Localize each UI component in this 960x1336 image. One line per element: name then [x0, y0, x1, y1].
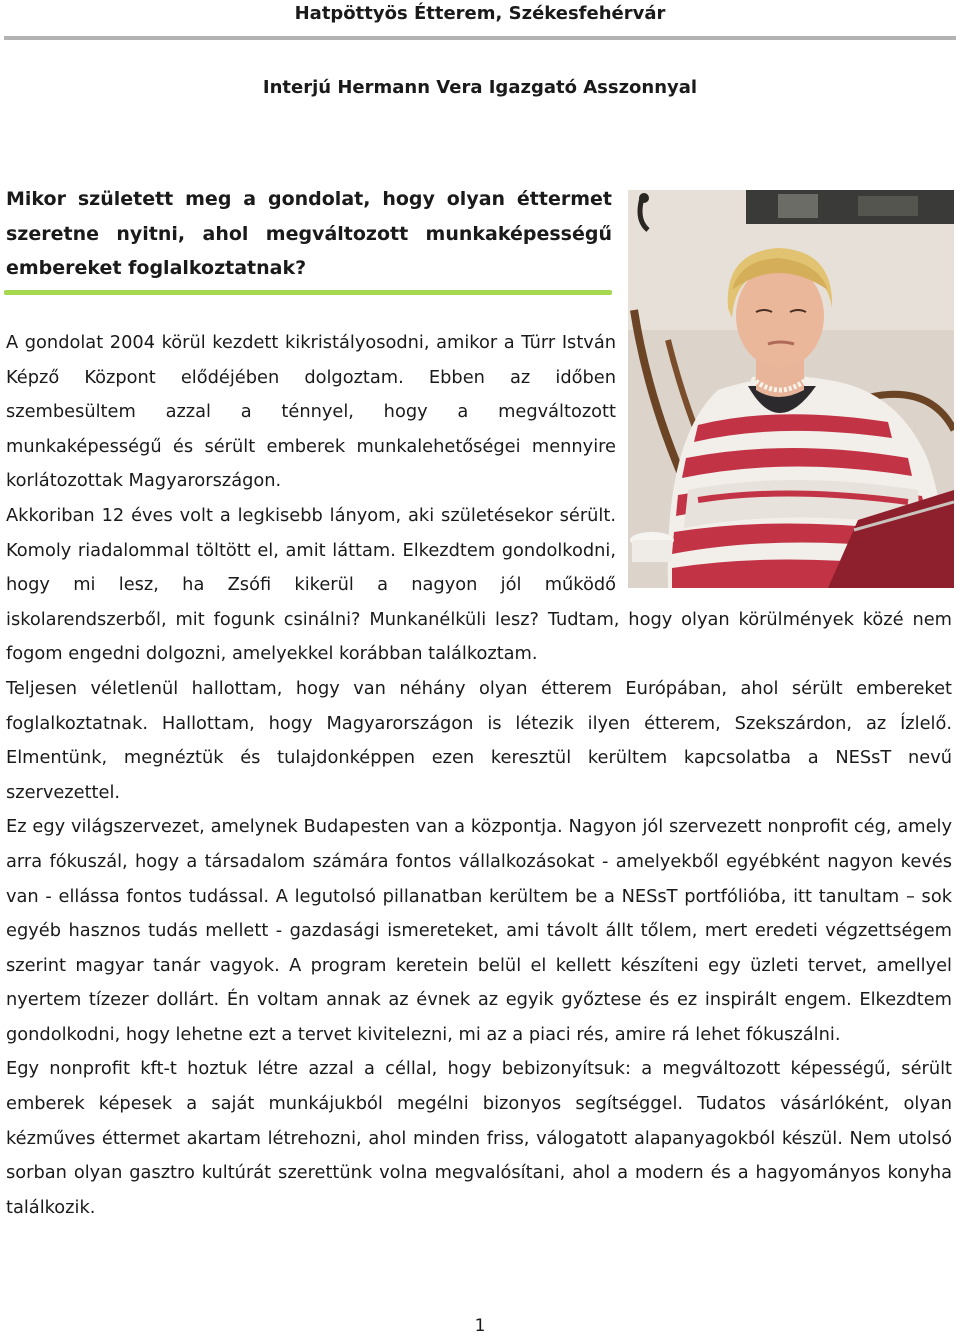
- question-underline: [4, 290, 612, 295]
- paragraph: Egy nonprofit kft-t hoztuk létre azzal a céllal, hogy bebizonyítsuk: a megváltozott képességű, sérült emberek képesek a saját munkájukból megélni bizonyos segítséggel. Tudatos vásárlóként, olyan kézműves éttermet akartam létrehozni, ahol minden friss, válogatott alapanyagokból készül. Nem utolsó sorban olyan gasztro kultúrát szerettünk volna megvalósítani, ahol a modern és a hagyományos konyha találkozik.: [6, 1058, 952, 1218]
- article-body: [6, 326, 952, 1225]
- document-title: Hatpöttyös Étterem, Székesfehérvár: [294, 3, 666, 24]
- photo-wrap-space: [616, 326, 952, 596]
- paragraph: A gondolat 2004 körül kezdett kikristályosodni, amikor a Türr István Képző Központ elődéjében dolgoztam. Ebben az időben szembesültem azzal a ténnyel, hogy a megváltozott munkaképességű és sérült emberek munkalehetőségei mennyire korlátozottak Magyarországon.: [6, 332, 616, 492]
- interview-question: Mikor született meg a gondolat, hogy olyan éttermet szeretne nyitni, ahol megváltozott munkaképességű embereket foglalkoztatnak?: [6, 188, 612, 279]
- page-number: 1: [474, 1316, 486, 1336]
- paragraph: Akkoriban 12 éves volt a legkisebb lányom, aki születésekor sérült. Komoly riadalommal töltött el, amit láttam. Elkezdtem gondolkodni, hogy mi lesz, ha Zsófi kikerül a nagyon jól működő iskolarendszerből, mit fogunk csinálni? Munkanélküli lesz? Tudtam, hogy olyan körülmények közé nem fogom engedni dolgozni, amelyekkel korábban találkoztam.: [6, 504, 952, 665]
- interview-subtitle: Interjú Hermann Vera Igazgató Asszonnyal: [262, 77, 698, 98]
- header-divider: [4, 36, 956, 40]
- paragraph: Ez egy világszervezet, amelynek Budapesten van a központja. Nagyon jól szervezett nonprofit cég, amely arra fókuszál, hogy a társadalom számára fontos vállalkozásokat - amelyekből egyébként nagyon kevés van - ellássa fontos tudással. A legutolsó pillanatban kerültem be a NESsT portfólióba, itt tanultam – sok egyéb hasznos tudás mellett - gazdasági ismereteket, ami távolt állt tőlem, mert eredeti végzettségem szerint magyar tanár vagyok. A program keretein belül el kellett készíteni egy üzleti tervet, amellyel nyertem tízezer dollárt. Én voltam annak az évnek az egyik győztese és ez inspirált engem. Elkezdtem gondolkodni, hogy lehetne ezt a tervet kivitelezni, mi az a piaci rés, amire rá lehet fókuszálni.: [6, 816, 952, 1045]
- paragraph: Teljesen véletlenül hallottam, hogy van néhány olyan étterem Európában, ahol sérült embereket foglalkoztatnak. Hallottam, hogy Magyarországon is létezik ilyen étterem, Szekszárdon, az Ízlelő. Elmentünk, megnéztük és tulajdonképpen ezen keresztül kerültem kapcsolatba a NESsT nevű szervezettel.: [6, 677, 952, 803]
